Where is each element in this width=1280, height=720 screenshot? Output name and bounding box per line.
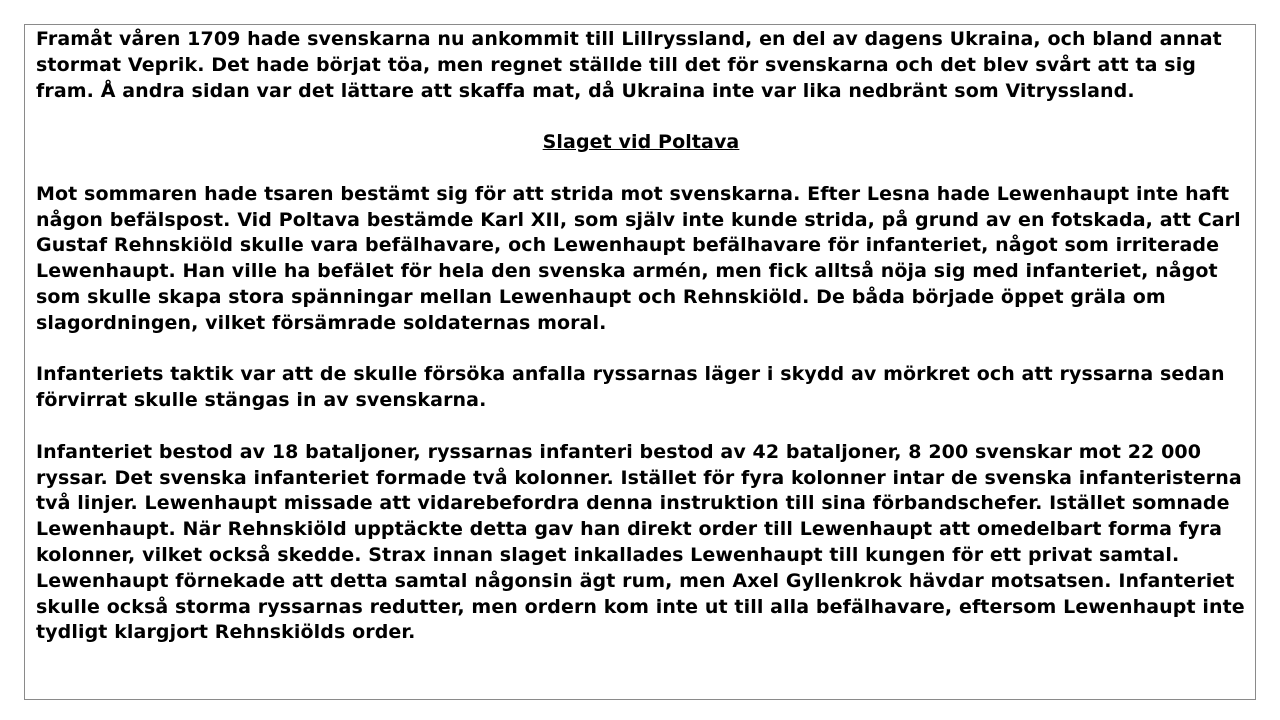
document-body bbox=[36, 27, 1246, 672]
paragraph-infantry: Infanteriet bestod av 18 bataljoner, ryssarnas infanteri bestod av 42 bataljoner, 8 200 svenskar mot 22 000 ryssar. Det svenska infanteriet formade två kolonner. Istället för fyra kolonner intar de svenska infanteristerna två linjer. Lewenhaupt missade att vidarebefordra denna instruktion till sina förbandschefer. Istället somnade Lewenhaupt. När Rehnskiöld upptäckte detta gav han direkt order till Lewenhaupt att omedelbart forma fyra kolonner, vilket också skedde. Strax innan slaget inkallades Lewenhaupt till kungen för ett privat samtal. Lewenhaupt förnekade att detta samtal någonsin ägt rum, men Axel Gyllenkrok hävdar motsatsen. Infanteriet skulle också storma ryssarnas redutter, men ordern kom inte ut till alla befälhavare, eftersom Lewenhaupt inte tydligt klargjort Rehnskiölds order. bbox=[36, 440, 1245, 644]
section-heading: Slaget vid Poltava bbox=[542, 131, 740, 154]
paragraph-intro: Framåt våren 1709 hade svenskarna nu ankommit till Lillryssland, en del av dagens Ukraina, och bland annat stormat Veprik. Det hade börjat töa, men regnet ställde till det för svenskarna och det blev svårt att ta sig fram. Å andra sidan var det lättare att skaffa mat, då Ukraina inte var lika nedbränt som Vitryssland. bbox=[36, 28, 1222, 102]
paragraph-tactics: Infanteriets taktik var att de skulle försöka anfalla ryssarnas läger i skydd av mörkret och att ryssarna sedan förvirrat skulle stängas in av svenskarna. bbox=[36, 363, 1225, 412]
paragraph-command: Mot sommaren hade tsaren bestämt sig för att strida mot svenskarna. Efter Lesna hade Lewenhaupt inte haft någon befälspost. Vid Poltava bestämde Karl XII, som själv inte kunde strida, på grund av en fotskada, att Carl Gustaf Rehnskiöld skulle vara befälhavare, och Lewenhaupt befälhavare för infanteriet, något som irriterade Lewenhaupt. Han ville ha befälet för hela den svenska armén, men fick alltså nöja sig med infanteriet, något som skulle skapa stora spänningar mellan Lewenhaupt och Rehnskiöld. De båda började öppet gräla om slagordningen, vilket försämrade soldaternas moral. bbox=[36, 182, 1241, 334]
document-frame bbox=[24, 24, 1256, 700]
